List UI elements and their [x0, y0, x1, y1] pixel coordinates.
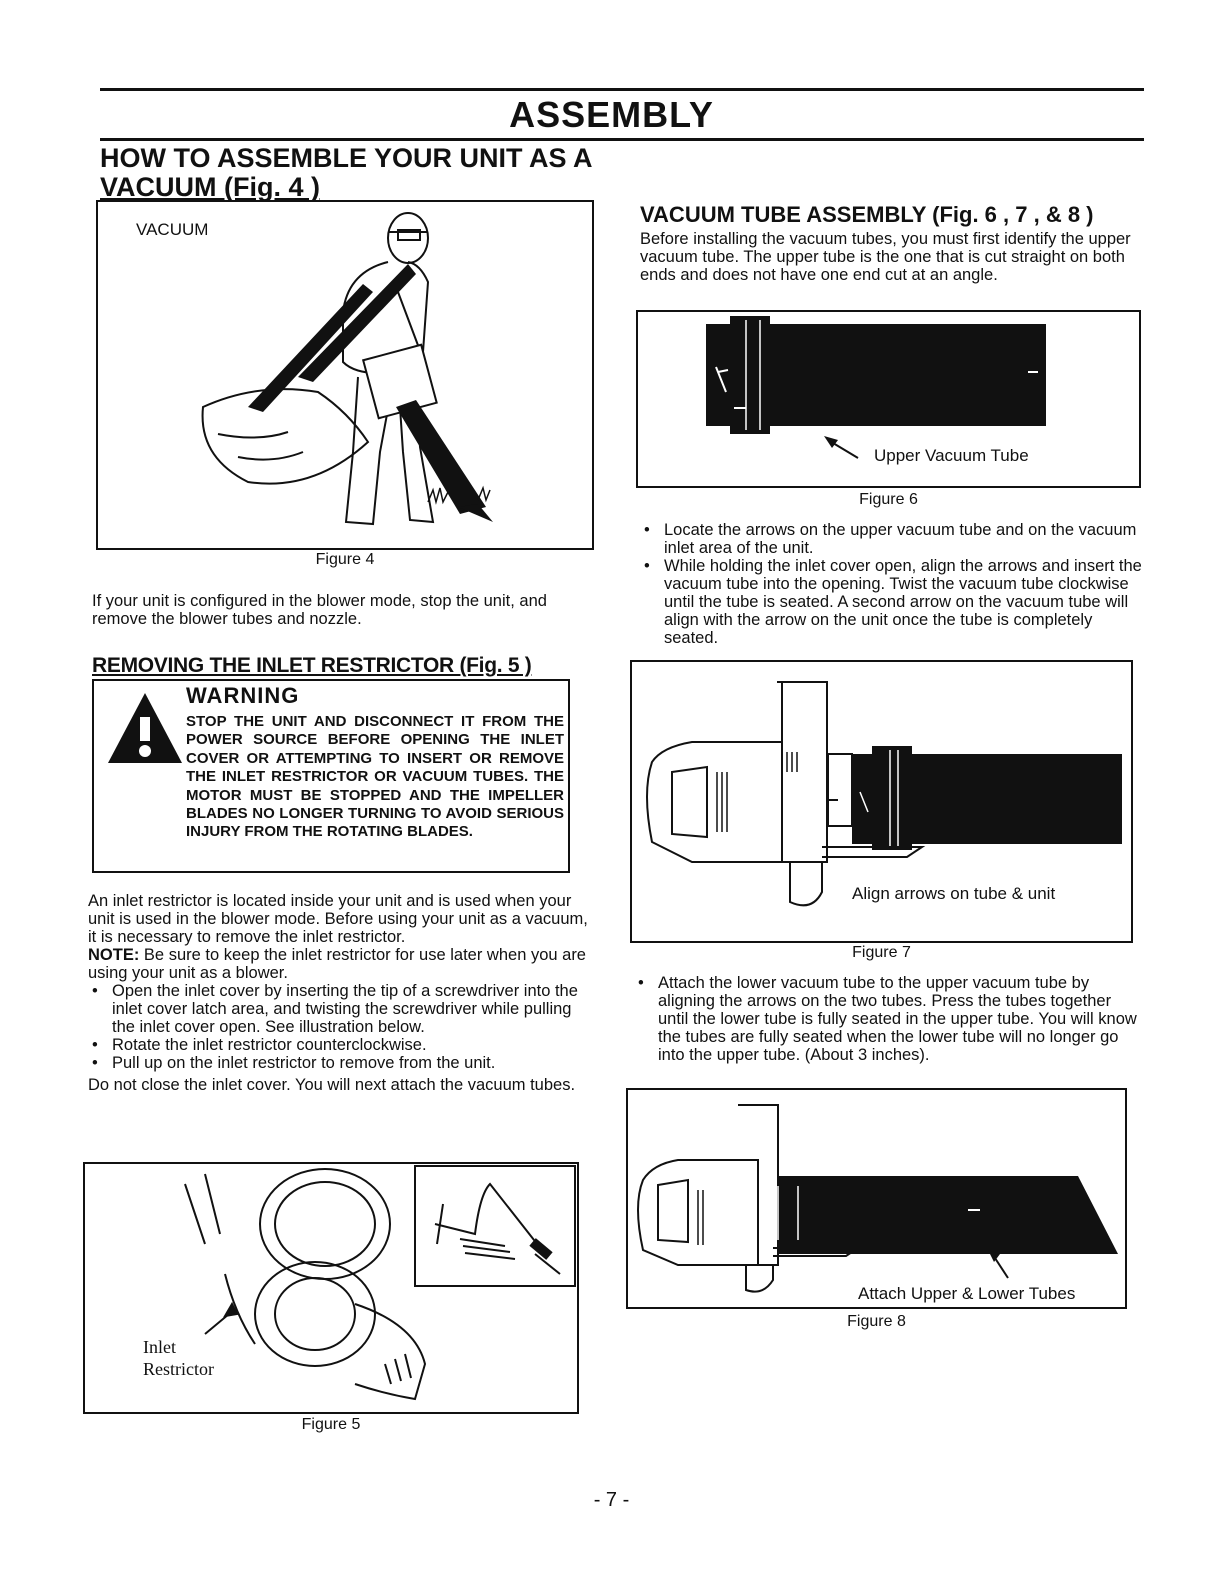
- upper-vacuum-tube-label: Upper Vacuum Tube: [874, 446, 1029, 465]
- figure-6-caption: Figure 6: [859, 491, 918, 508]
- bullet-rotate: • Rotate the inlet restrictor counterclockwise.: [88, 1036, 590, 1054]
- note-paragraph: NOTE: Be sure to keep the inlet restrictor for use later when you are using your unit as a blower.: [88, 946, 586, 982]
- bullet-locate-arrows: • Locate the arrows on the upper vacuum tube and on the vacuum inlet area of the unit.: [640, 521, 1144, 557]
- restrictor-paragraph: An inlet restrictor is located inside your unit and is used when your unit is used in the blower mode. Before using your unit as a vacuum, it is necessary to remove the inlet restrictor.: [88, 892, 588, 946]
- attach-tubes-illustration: [628, 1090, 1125, 1307]
- bullet-pull-up: • Pull up on the inlet restrictor to remove from the unit.: [88, 1054, 590, 1072]
- person-vacuum-illustration: [98, 202, 592, 548]
- title-rule: [100, 138, 1144, 141]
- bullet-insert-tube: • While holding the inlet cover open, align the arrows and insert the vacuum tube into the opening. Twist the vacuum tube clockwise until the tube is seated. A second arrow on the vacuum tube will align with the arrow on the unit once the tube is completely seated.: [640, 557, 1144, 647]
- page-title: ASSEMBLY: [509, 94, 714, 135]
- vacuum-section-heading: HOW TO ASSEMBLE YOUR UNIT AS A VACUUM (Fig. 4 ): [100, 143, 593, 202]
- restrictor-heading: REMOVING THE INLET RESTRICTOR (Fig. 5 ): [92, 654, 532, 677]
- figure-4-caption: Figure 4: [315, 551, 375, 568]
- figure-8-box: [626, 1088, 1127, 1309]
- attach-tubes-label: Attach Upper & Lower Tubes: [858, 1284, 1076, 1303]
- figure-5-caption: Figure 5: [301, 1416, 361, 1433]
- figure-5-box: [83, 1162, 579, 1414]
- closing-paragraph: Do not close the inlet cover. You will next attach the vacuum tubes.: [88, 1076, 576, 1094]
- restrictor-text: [88, 892, 590, 1094]
- bullet-attach-lower-tube: • Attach the lower vacuum tube to the upper vacuum tube by aligning the arrows on the two tubes. Press the tubes together until the lower tube is fully seated in the upper tube. You will know the tubes are fully seated when the lower tube will no longer go into the upper tube. (About 3 inches).: [634, 974, 1138, 1064]
- inlet-restrictor-label: Inlet Restrictor: [143, 1337, 214, 1379]
- figure-6-box: [636, 310, 1141, 488]
- figure-7-box: [630, 660, 1133, 943]
- arrow-instructions: [640, 521, 1144, 647]
- warning-text: STOP THE UNIT AND DISCONNECT IT FROM THE POWER SOURCE BEFORE OPENING THE INLET COVER OR ATTEMPTING TO INSERT OR REMOVE THE INLET RESTRICTOR OR VACUUM TUBES. THE MOTOR MUST BE STOPPED AND THE IMPELLER BLADES NO LONGER TURNING TO AVOID SERIOUS INJURY FROM THE ROTATING BLADES.: [186, 713, 564, 841]
- warning-title: WARNING: [186, 683, 300, 708]
- align-arrows-label: Align arrows on tube & unit: [852, 884, 1056, 903]
- figure-8-caption: Figure 8: [847, 1313, 906, 1330]
- top-rule: [100, 88, 1144, 91]
- vacuum-tube-intro: Before installing the vacuum tubes, you must first identify the upper vacuum tube. The upper tube is the one that is cut straight on both ends and does not have one end cut at an angle.: [640, 230, 1131, 284]
- bullet-open-cover: • Open the inlet cover by inserting the tip of a screwdriver into the inlet cover latch area, and twisting the screwdriver while pulling the inlet cover open. See illustration below.: [88, 982, 590, 1036]
- vacuum-tube-heading: VACUUM TUBE ASSEMBLY (Fig. 6 , 7 , & 8 ): [640, 202, 1094, 227]
- figure-4-box: [96, 200, 594, 550]
- lower-tube-instructions: [634, 974, 1138, 1064]
- blower-mode-intro: If your unit is configured in the blower mode, stop the unit, and remove the blower tubes and nozzle.: [92, 592, 547, 628]
- warning-triangle-icon: [100, 685, 190, 775]
- figure-4-label: VACUUM: [136, 220, 209, 239]
- figure-7-caption: Figure 7: [852, 944, 911, 961]
- page-number: - 7 -: [593, 1489, 630, 1511]
- warning-box: [92, 679, 570, 873]
